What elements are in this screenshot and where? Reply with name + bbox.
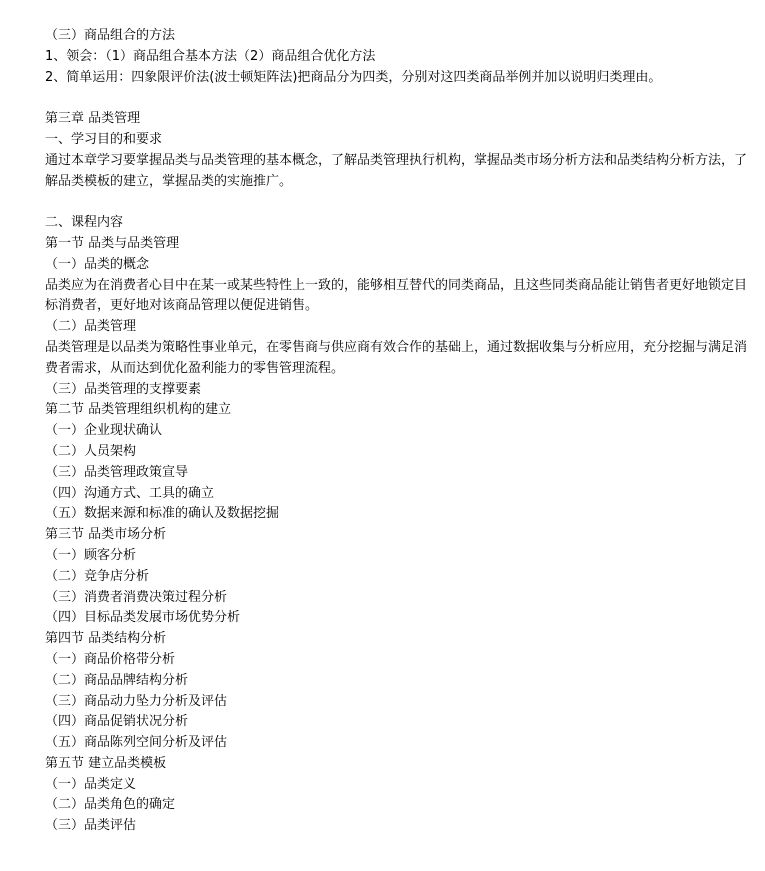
blank-line (45, 88, 757, 109)
chapter-title: 第三章 品类管理 (45, 111, 141, 127)
subsection-heading: （三）商品组合的方法 (45, 28, 176, 43)
list-item: 1、领会：（1）商品组合基本方法（2）商品组合优化方法 (45, 48, 376, 64)
subsection-heading: （二）品类管理 (45, 319, 137, 335)
list-item: （二）品类角色的确定 (45, 797, 176, 813)
list-item: （三）品类评估 (45, 818, 137, 834)
list-item: （四）沟通方式、工具的确立 (45, 485, 215, 501)
list-item: 2、简单运用：四象限评价法(波士顿矩阵法)把商品分为四类，分别对这四类商品举例并加以说明归类理由。 (45, 69, 662, 85)
paragraph: 通过本章学习要掌握品类与品类管理的基本概念，了解品类管理执行机构，掌握品类市场分析方法和品类结构分析方法，了解品类模板的建立，掌握品类的实施推广。 (45, 152, 748, 189)
list-item: （五）数据来源和标准的确认及数据挖掘 (45, 506, 280, 522)
paragraph: 品类管理是以品类为策略性事业单元，在零售商与供应商有效合作的基础上，通过数据收集与分析应用，充分挖掘与满足消费者需求，从而达到优化盈利能力的零售管理流程。 (45, 339, 748, 376)
list-item: （一）商品价格带分析 (45, 651, 176, 667)
list-item: （五）商品陈列空间分析及评估 (45, 735, 228, 751)
list-item: （三）消费者消费决策过程分析 (45, 589, 228, 605)
list-item: （二）竞争店分析 (45, 568, 150, 584)
list-item: （二）人员架构 (45, 443, 137, 459)
list-item: （四）目标品类发展市场优势分析 (45, 610, 241, 626)
section-title: 第四节 品类结构分析 (45, 631, 167, 647)
list-item: （一）品类定义 (45, 776, 137, 792)
list-item: （三）品类管理政策宣导 (45, 464, 189, 480)
list-item: （三）商品动力坠力分析及评估 (45, 693, 228, 709)
list-item: （一）企业现状确认 (45, 423, 163, 439)
document-body (45, 26, 757, 837)
section-title: 第二节 品类管理组织机构的建立 (45, 402, 232, 418)
section-title: 第五节 建立品类模板 (45, 755, 167, 771)
section-heading: 一、学习目的和要求 (45, 131, 163, 147)
paragraph: 品类应为在消费者心目中在某一或某些特性上一致的，能够相互替代的同类商品，且这些同类商品能让销售者更好地锁定目标消费者，更好地对该商品管理以便促进销售。 (45, 277, 748, 314)
subsection-heading: （一）品类的概念 (45, 256, 150, 272)
section-title: 第一节 品类与品类管理 (45, 235, 180, 251)
section-title: 第三节 品类市场分析 (45, 527, 167, 543)
list-item: （二）商品品牌结构分析 (45, 672, 189, 688)
subsection-heading: （三）品类管理的支撑要素 (45, 381, 202, 397)
blank-line (45, 192, 757, 213)
section-heading: 二、课程内容 (45, 215, 124, 231)
list-item: （四）商品促销状况分析 (45, 714, 189, 730)
list-item: （一）顾客分析 (45, 547, 137, 563)
